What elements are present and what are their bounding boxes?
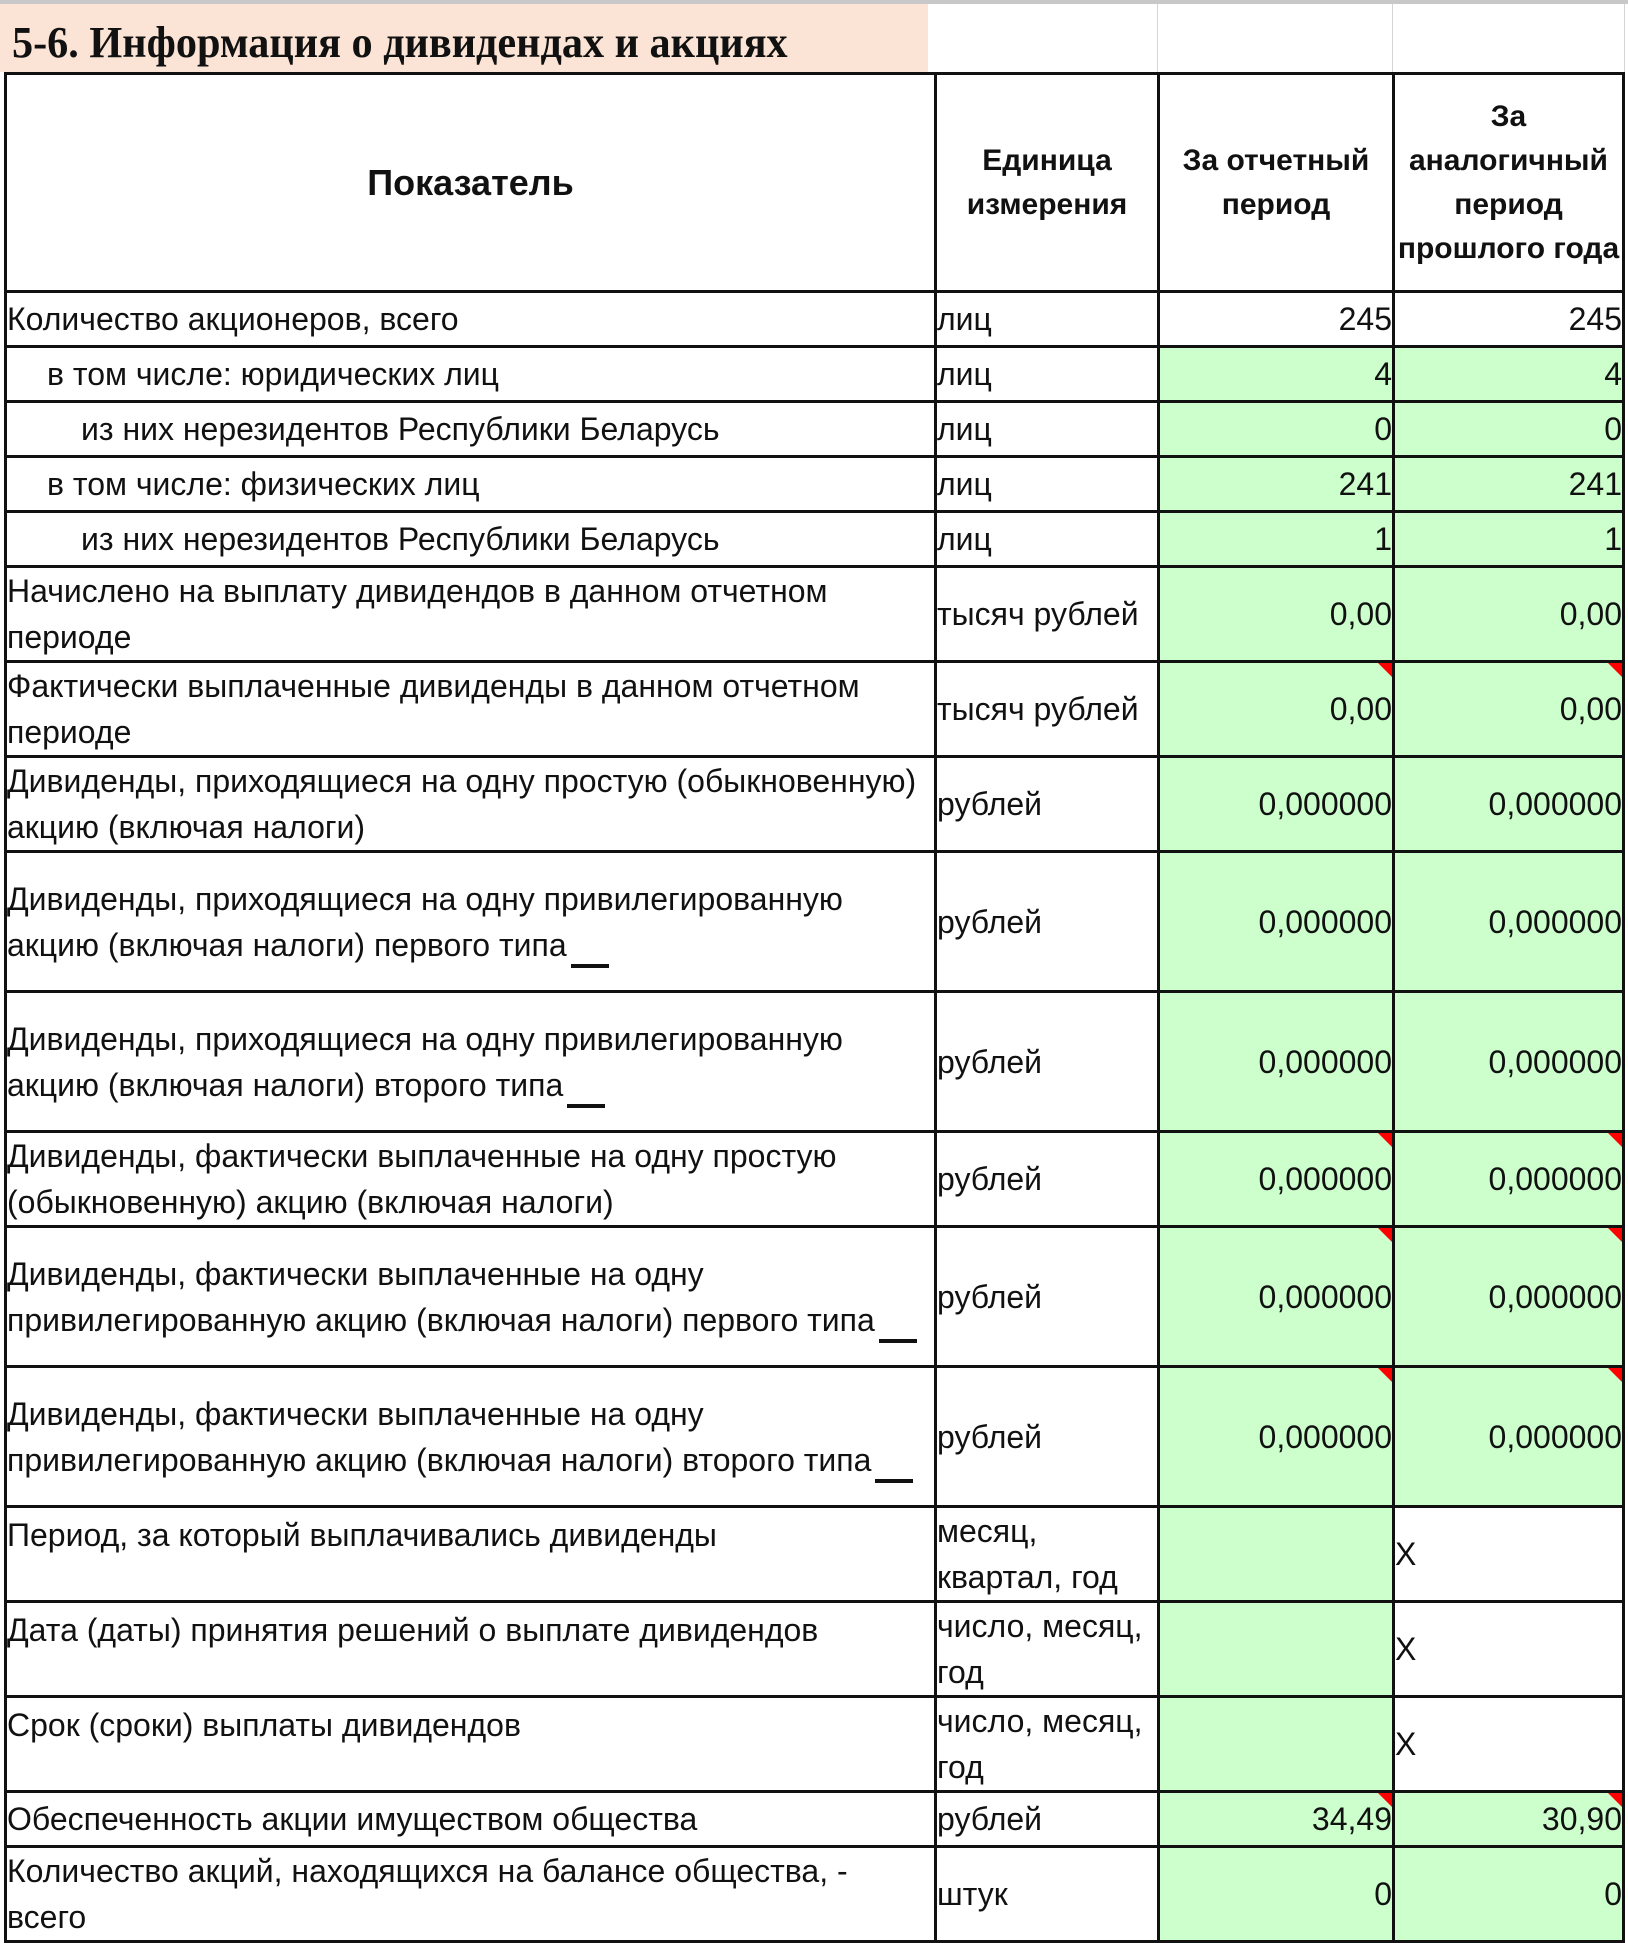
table-row [6,1132,1624,1227]
unit-cell[interactable]: тысяч рублей [936,567,1159,662]
section-title: 5-6. Информация о дивидендах и акциях [12,18,788,67]
previous-value: 0,00 [1559,691,1622,727]
table-row [6,512,1624,567]
current-value-cell[interactable] [1159,662,1394,757]
previous-value-cell[interactable]: X [1394,1697,1624,1792]
table-row [6,347,1624,402]
current-value: 0,000000 [1258,1278,1392,1315]
current-value-cell[interactable] [1159,1507,1394,1602]
current-value-cell[interactable] [1159,1367,1394,1507]
header-indicator[interactable]: Показатель [6,74,936,292]
current-value-cell[interactable]: 0,000000 [1159,757,1394,852]
table-row [6,992,1624,1132]
current-value-cell[interactable]: 0 [1159,402,1394,457]
previous-value-cell[interactable]: 1 [1394,512,1624,567]
previous-value: 0,000000 [1488,1278,1622,1315]
current-value: 0,000000 [1258,1418,1392,1455]
section-title-cell[interactable] [0,4,928,72]
table-row [6,1602,1624,1697]
previous-value-cell[interactable]: 0,00 [1394,567,1624,662]
unit-cell[interactable]: рублей [936,757,1159,852]
indicator-cell[interactable]: Количество акционеров, всего [6,292,936,347]
indicator-cell[interactable] [6,992,936,1132]
indicator-label: Дивиденды, фактически выплаченные на одну привилегированную акцию (включая налоги) второго типа [7,1395,872,1478]
unit-cell[interactable]: лиц [936,512,1159,567]
unit-cell[interactable]: рублей [936,852,1159,992]
indicator-cell[interactable] [6,852,936,992]
comment-marker-icon[interactable] [1608,1228,1622,1242]
previous-value-cell[interactable]: 0 [1394,402,1624,457]
previous-value-cell[interactable] [1394,1227,1624,1367]
indicator-cell[interactable]: Обеспеченность акции имуществом общества [6,1792,936,1847]
table-row [6,1367,1624,1507]
current-value-cell[interactable]: 0,00 [1159,567,1394,662]
comment-marker-icon[interactable] [1378,663,1392,677]
indicator-cell[interactable]: Начислено на выплату дивидендов в данном отчетном периоде [6,567,936,662]
indicator-cell[interactable]: в том числе: юридических лиц [6,347,936,402]
previous-value-cell[interactable]: 0,000000 [1394,992,1624,1132]
empty-sheet-cell[interactable] [1157,4,1393,72]
table-row [6,757,1624,852]
dividends-table [4,72,1625,1943]
unit-cell[interactable]: рублей [936,1367,1159,1507]
previous-value: 0,000000 [1488,1418,1622,1455]
previous-value-cell[interactable] [1394,1132,1624,1227]
unit-cell[interactable]: лиц [936,457,1159,512]
previous-value-cell[interactable]: 245 [1394,292,1624,347]
current-value-cell[interactable] [1159,1227,1394,1367]
previous-value-cell[interactable] [1394,662,1624,757]
unit-cell[interactable]: рублей [936,1792,1159,1847]
current-value-cell[interactable]: 1 [1159,512,1394,567]
current-value-cell[interactable] [1159,1602,1394,1697]
empty-sheet-cell[interactable] [1392,4,1625,72]
blank-underline [571,934,609,968]
current-value-cell[interactable]: 0,000000 [1159,992,1394,1132]
previous-value-cell[interactable]: 0 [1394,1847,1624,1942]
current-value: 0,00 [1329,691,1392,727]
current-value-cell[interactable]: 241 [1159,457,1394,512]
current-value-cell[interactable] [1159,1132,1394,1227]
previous-value-cell[interactable]: X [1394,1602,1624,1697]
indicator-cell[interactable]: из них нерезидентов Республики Беларусь [6,402,936,457]
indicator-cell[interactable]: Дивиденды, приходящиеся на одну простую (обыкновенную) акцию (включая налоги) [6,757,936,852]
indicator-cell[interactable]: в том числе: физических лиц [6,457,936,512]
unit-cell[interactable]: месяц, квартал, год [936,1507,1159,1602]
indicator-label: Дивиденды, фактически выплаченные на одну привилегированную акцию (включая налоги) первого типа [7,1255,875,1338]
unit-cell[interactable]: лиц [936,347,1159,402]
unit-cell[interactable]: штук [936,1847,1159,1942]
comment-marker-icon[interactable] [1378,1793,1392,1807]
previous-value-cell[interactable] [1394,1367,1624,1507]
current-value-cell[interactable]: 245 [1159,292,1394,347]
indicator-cell[interactable] [6,1367,936,1507]
current-value: 0,000000 [1258,1161,1392,1197]
unit-cell[interactable]: число, месяц, год [936,1697,1159,1792]
indicator-cell[interactable]: Фактически выплаченные дивиденды в данном отчетном периоде [6,662,936,757]
unit-cell[interactable]: рублей [936,1132,1159,1227]
table-row [6,1697,1624,1792]
previous-value: 0,000000 [1488,1161,1622,1197]
table-row [6,567,1624,662]
indicator-cell[interactable]: из них нерезидентов Республики Беларусь [6,512,936,567]
indicator-label: Дивиденды, приходящиеся на одну привилегированную акцию (включая налоги) первого типа [7,880,843,963]
unit-cell[interactable]: рублей [936,992,1159,1132]
blank-underline [879,1309,917,1343]
header-unit[interactable]: Единица измерения [936,74,1159,292]
unit-cell[interactable]: лиц [936,292,1159,347]
previous-value-cell[interactable]: 4 [1394,347,1624,402]
comment-marker-icon[interactable] [1378,1228,1392,1242]
indicator-cell[interactable]: Дивиденды, фактически выплаченные на одну простую (обыкновенную) акцию (включая налоги) [6,1132,936,1227]
table-row [6,457,1624,512]
table-row [6,1847,1624,1942]
previous-value-cell[interactable] [1394,1792,1624,1847]
unit-cell[interactable]: тысяч рублей [936,662,1159,757]
comment-marker-icon[interactable] [1378,1368,1392,1382]
header-previous-period[interactable]: За аналогичный период прошлого года [1394,74,1624,292]
indicator-cell[interactable]: Дата (даты) принятия решений о выплате дивидендов [6,1602,936,1697]
indicator-cell[interactable]: Срок (сроки) выплаты дивидендов [6,1697,936,1792]
current-value-cell[interactable]: 0,000000 [1159,852,1394,992]
comment-marker-icon[interactable] [1608,663,1622,677]
table-row [6,402,1624,457]
table-row [6,1227,1624,1367]
blank-underline [875,1449,913,1483]
previous-value-cell[interactable]: 0,000000 [1394,852,1624,992]
previous-value: 30,90 [1541,1801,1622,1837]
table-row [6,292,1624,347]
header-row [6,74,1624,292]
unit-cell[interactable]: рублей [936,1227,1159,1367]
comment-marker-icon[interactable] [1378,1133,1392,1147]
unit-cell[interactable]: число, месяц, год [936,1602,1159,1697]
header-current-period[interactable]: За отчетный период [1159,74,1394,292]
comment-marker-icon[interactable] [1608,1368,1622,1382]
indicator-cell[interactable] [6,1227,936,1367]
table-row [6,1507,1624,1602]
unit-cell[interactable]: лиц [936,402,1159,457]
indicator-cell[interactable]: Количество акций, находящихся на балансе общества, - всего [6,1847,936,1942]
blank-underline [567,1074,605,1108]
table-row [6,662,1624,757]
previous-value-cell[interactable]: 0,000000 [1394,757,1624,852]
indicator-cell[interactable]: Период, за который выплачивались дивиденды [6,1507,936,1602]
comment-marker-icon[interactable] [1608,1793,1622,1807]
table-row [6,852,1624,992]
empty-sheet-cell[interactable] [928,4,1158,72]
current-value: 34,49 [1311,1801,1392,1837]
table-row [6,1792,1624,1847]
current-value-cell[interactable]: 0 [1159,1847,1394,1942]
current-value-cell[interactable]: 4 [1159,347,1394,402]
previous-value-cell[interactable]: 241 [1394,457,1624,512]
current-value-cell[interactable] [1159,1697,1394,1792]
indicator-label: Дивиденды, приходящиеся на одну привилегированную акцию (включая налоги) второго типа [7,1020,843,1103]
previous-value-cell[interactable]: X [1394,1507,1624,1602]
current-value-cell[interactable] [1159,1792,1394,1847]
comment-marker-icon[interactable] [1608,1133,1622,1147]
